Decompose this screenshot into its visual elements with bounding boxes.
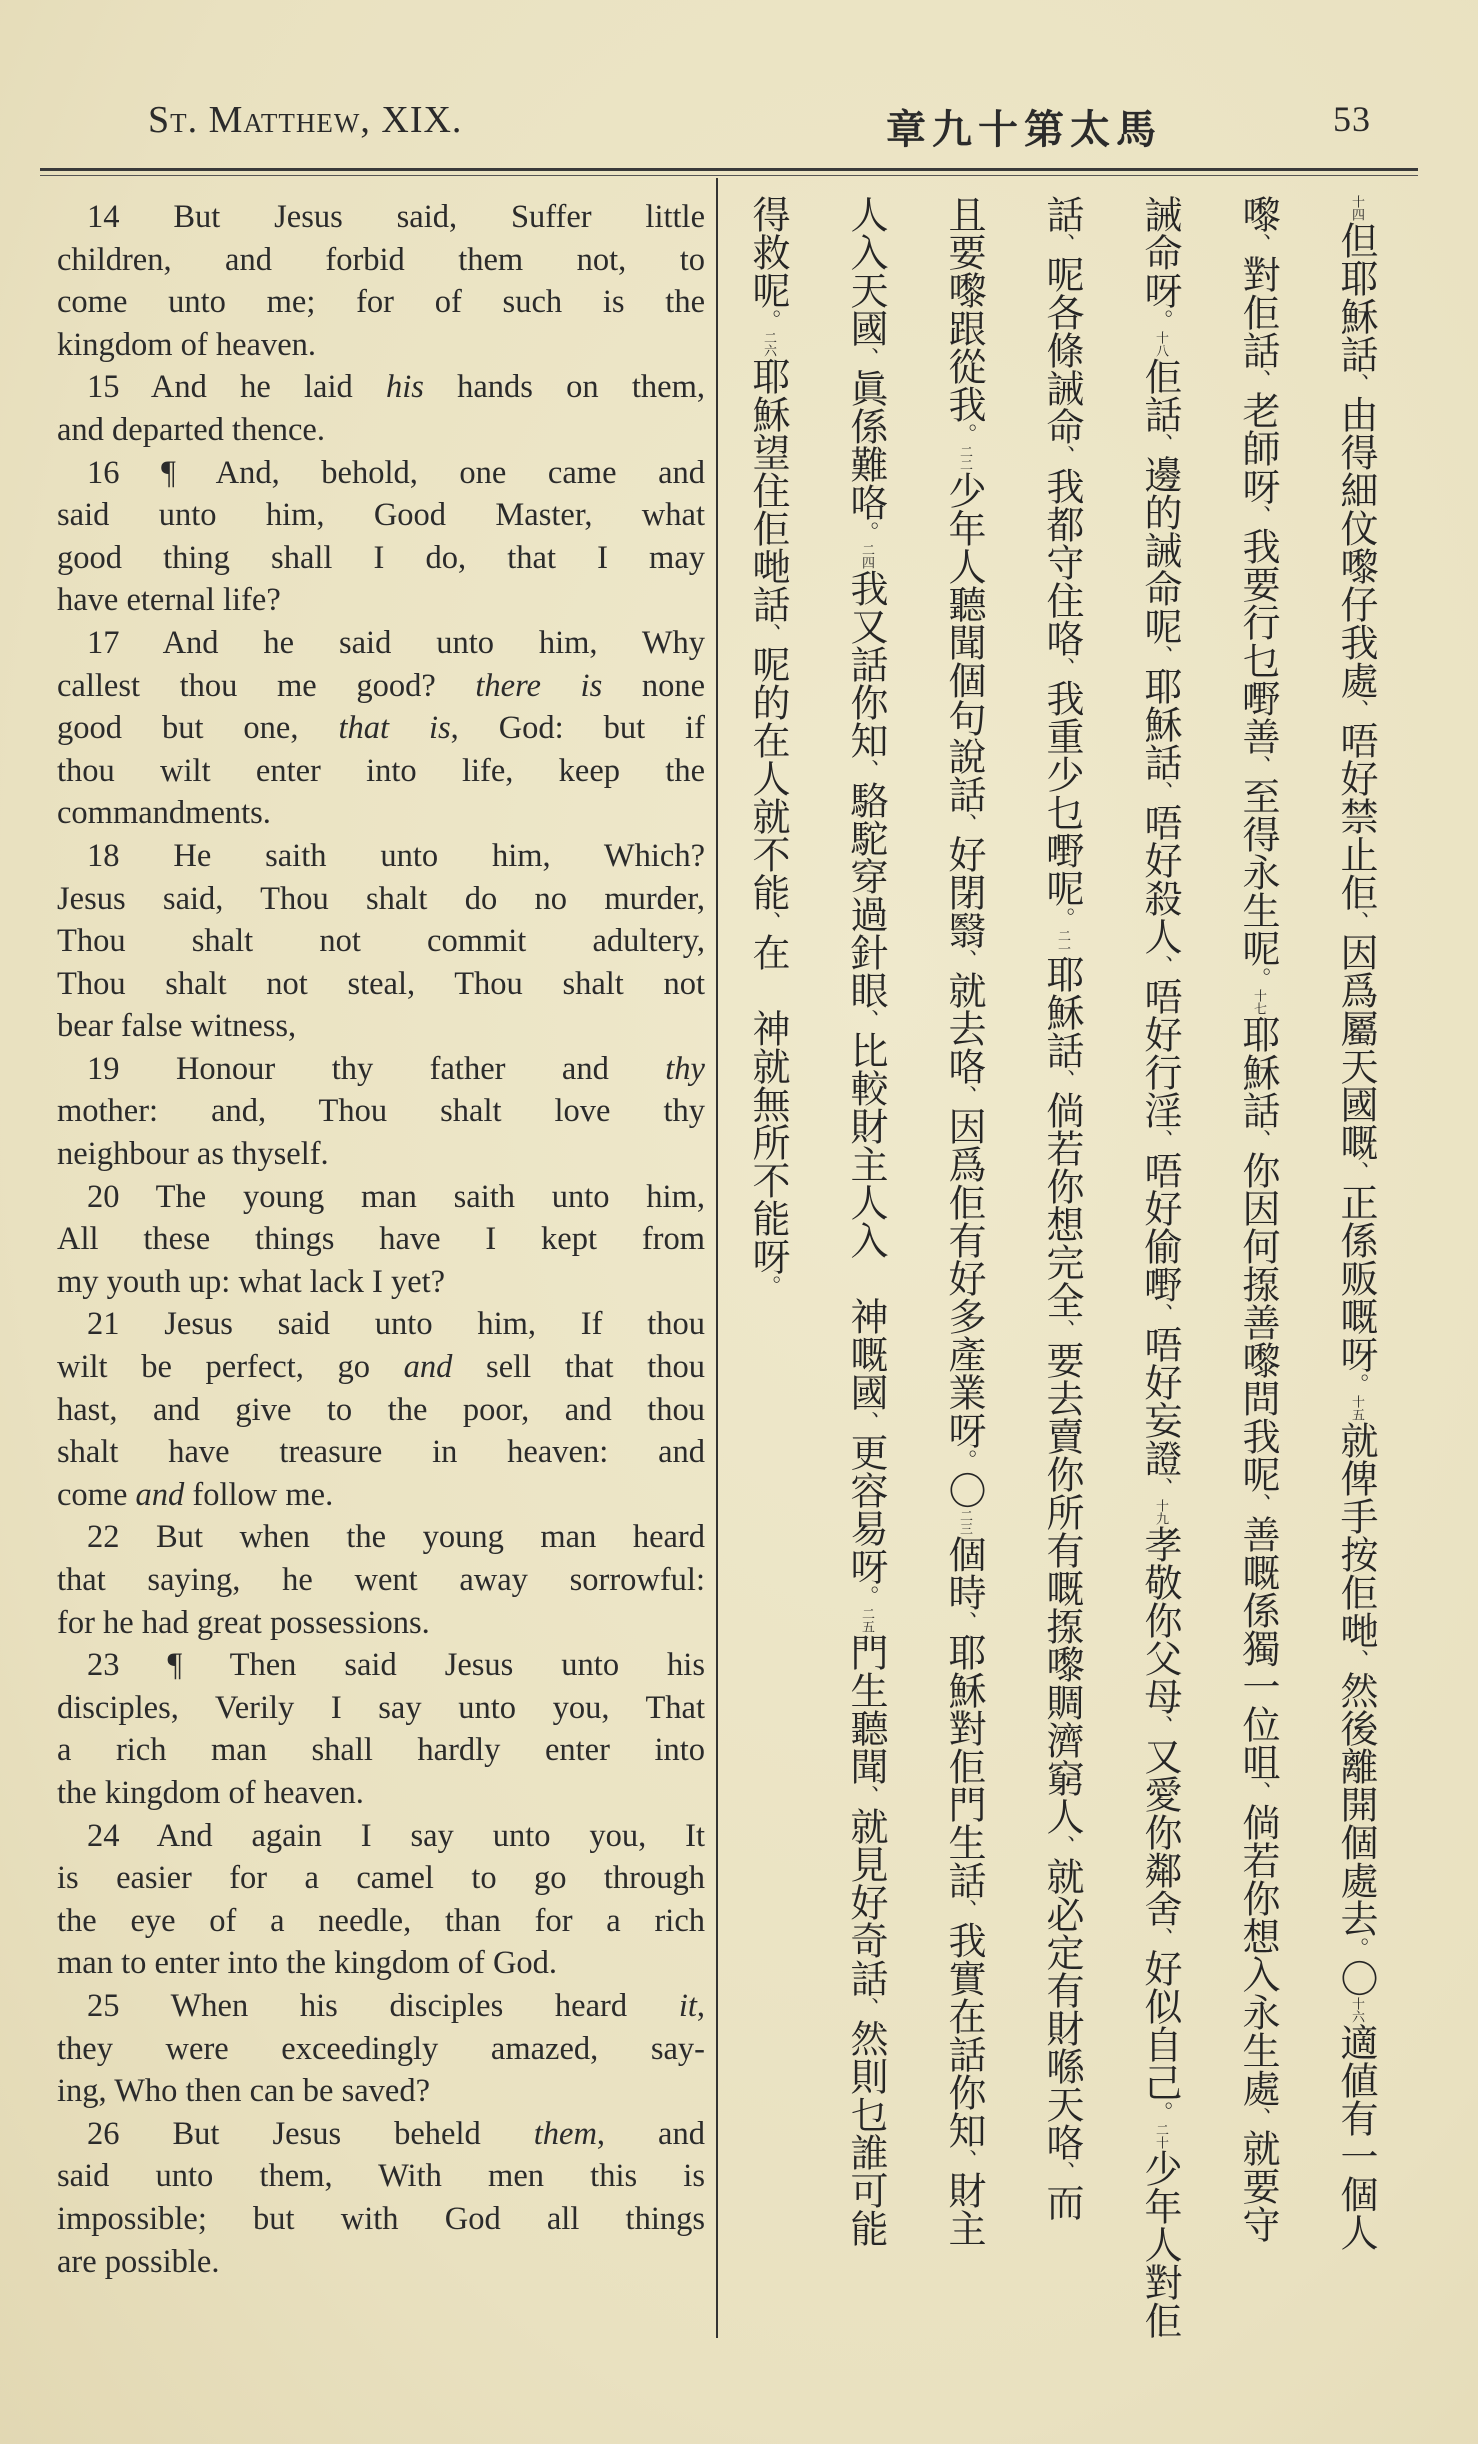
verse-line: All these things have I kept from bbox=[57, 1221, 705, 1258]
punctuation: 、 bbox=[1148, 1927, 1173, 1949]
verse-line: and departed thence. bbox=[57, 411, 325, 448]
punctuation: 、 bbox=[1148, 645, 1173, 667]
verse-line: 16 ¶ And, behold, one came and bbox=[87, 454, 705, 491]
verse-number: 十四 bbox=[1349, 195, 1364, 221]
verse-line: my youth up: what lack I yet? bbox=[57, 1263, 446, 1300]
punctuation: 、 bbox=[1246, 1781, 1271, 1803]
punctuation: 、 bbox=[1148, 433, 1173, 455]
punctuation: 。 bbox=[756, 1275, 781, 1297]
verse-english bbox=[57, 2113, 705, 2283]
verse-number: 十七 bbox=[1251, 989, 1266, 1015]
punctuation: 。 bbox=[1148, 309, 1173, 331]
verse-line: disciples, Verily I say unto you, That bbox=[57, 1689, 705, 1726]
punctuation: 、 bbox=[1050, 233, 1075, 255]
punctuation: 、 bbox=[1148, 1303, 1173, 1325]
punctuation: 、 bbox=[854, 1997, 879, 2019]
punctuation: 、 bbox=[1148, 1129, 1173, 1151]
verse-line: 17 And he said unto him, Why bbox=[87, 624, 705, 661]
verse-line: for he had great possessions. bbox=[57, 1604, 430, 1641]
verse-english bbox=[57, 1048, 705, 1176]
chinese-column: 且要嚟跟從我。二二少年人聽聞個句說話、好閉翳、就去咯、因爲佢有好多產業呀。〇二三個時、耶穌對佢門生話、我實在話你知、財主 bbox=[942, 195, 986, 2247]
punctuation: 、 bbox=[1148, 955, 1173, 977]
verse-line: wilt be perfect, go and sell that thou bbox=[57, 1349, 705, 1386]
verse-line: hast, and give to the poor, and thou bbox=[57, 1391, 705, 1428]
verse-english bbox=[57, 1303, 705, 1516]
verse-number: 二四 bbox=[859, 543, 874, 569]
verse-line: children, and forbid them not, to bbox=[57, 241, 705, 278]
verse-english bbox=[57, 366, 705, 451]
punctuation: 、 bbox=[1148, 1715, 1173, 1737]
verse-english bbox=[57, 622, 705, 835]
verse-english bbox=[57, 196, 705, 366]
verse-line: 19 Honour thy father and thy bbox=[87, 1050, 705, 1087]
verse-number: 二三 bbox=[957, 1509, 972, 1535]
verse-line: the kingdom of heaven. bbox=[57, 1774, 364, 1811]
verse-number: 二二 bbox=[957, 445, 972, 471]
punctuation: 、 bbox=[1246, 1493, 1271, 1515]
running-header-chinese: 章九十第太馬 bbox=[886, 107, 1162, 152]
verse-line: Thou shalt not steal, Thou shalt not bbox=[57, 965, 705, 1002]
verse-line: 14 But Jesus said, Suffer little bbox=[87, 199, 705, 235]
verse-line: they were exceedingly amazed, say- bbox=[57, 2030, 705, 2067]
punctuation: 、 bbox=[1344, 699, 1369, 721]
punctuation: 、 bbox=[1246, 505, 1271, 527]
verse-line: mother: and, Thou shalt love thy bbox=[57, 1093, 705, 1130]
verse-line: said unto them, With men this is bbox=[57, 2158, 705, 2195]
verse-line: Thou shalt not commit adultery, bbox=[57, 923, 705, 960]
punctuation: 、 bbox=[1246, 2107, 1271, 2129]
verse-english bbox=[57, 452, 705, 622]
punctuation: 、 bbox=[952, 949, 977, 971]
punctuation: 、 bbox=[952, 1611, 977, 1633]
verse-english bbox=[57, 1176, 705, 1304]
punctuation: 、 bbox=[952, 813, 977, 835]
verse-line: callest thou me good? there is none bbox=[57, 667, 706, 704]
verse-number: 十五 bbox=[1349, 1395, 1364, 1421]
verse-line: 15 And he laid his hands on them, bbox=[87, 369, 705, 406]
punctuation: 、 bbox=[1344, 911, 1369, 933]
verse-line: 20 The young man saith unto him, bbox=[87, 1178, 705, 1215]
verse-line: 22 But when the young man heard bbox=[87, 1519, 705, 1556]
verse-english bbox=[57, 1815, 705, 1985]
chinese-column: 嚟、對佢話、老師呀、我要行乜嘢善、至得永生呢。十七耶穌話、你因何揼善嚟問我呢、善嘅係獨一位咀、倘若你想入永生處、就要守 bbox=[1236, 195, 1280, 2243]
punctuation: 、 bbox=[1246, 1129, 1271, 1151]
punctuation: 、 bbox=[854, 759, 879, 781]
column-divider bbox=[716, 178, 718, 2338]
verse-line: have eternal life? bbox=[57, 582, 281, 619]
verse-line: good thing shall I do, that I may bbox=[57, 539, 705, 576]
punctuation: 、 bbox=[756, 623, 781, 645]
verse-line: thou wilt enter into life, keep the bbox=[57, 752, 705, 789]
verse-english bbox=[57, 835, 705, 1048]
punctuation: 、 bbox=[1344, 373, 1369, 395]
english-text-column bbox=[57, 196, 705, 2283]
verse-line: 25 When his disciples heard it, bbox=[87, 1987, 705, 2024]
punctuation: 。 bbox=[1050, 907, 1075, 929]
verse-line: the eye of a needle, than for a rich bbox=[57, 1902, 705, 1939]
punctuation: 。 bbox=[1344, 1373, 1369, 1395]
punctuation: 。 bbox=[1148, 2101, 1173, 2123]
verse-number: 二五 bbox=[859, 1607, 874, 1633]
verse-line: come and follow me. bbox=[57, 1476, 334, 1513]
verse-line: are possible. bbox=[57, 2243, 220, 2280]
verse-line: ing, Who then can be saved? bbox=[57, 2073, 431, 2110]
punctuation: 、 bbox=[1050, 1319, 1075, 1341]
verse-line: bear false witness, bbox=[57, 1008, 297, 1045]
punctuation: 、 bbox=[854, 347, 879, 369]
punctuation: 。 bbox=[952, 1449, 977, 1471]
verse-line: 21 Jesus said unto him, If thou bbox=[87, 1306, 705, 1343]
punctuation: 、 bbox=[1148, 1477, 1173, 1499]
verse-line: is easier for a camel to go through bbox=[57, 1860, 705, 1897]
punctuation: 、 bbox=[1050, 1069, 1075, 1091]
punctuation: 、 bbox=[854, 1009, 879, 1031]
header-rule bbox=[40, 168, 1418, 171]
chinese-column: 得救呢。二六耶穌望住佢哋話、呢的在人就不能、在 神就無所不能呀。 bbox=[746, 195, 790, 1297]
verse-english bbox=[57, 1644, 705, 1814]
punctuation: 、 bbox=[1246, 233, 1271, 255]
punctuation: 。 bbox=[1246, 967, 1271, 989]
chinese-column: 人入天國、眞係難咯。二四我又話你知、駱駝穿過針眼、比較財主人入 神嘅國、更容易呀。二五門生聽聞、就見好奇話、然則乜誰可能 bbox=[844, 195, 888, 2247]
punctuation: 、 bbox=[1050, 657, 1075, 679]
verse-line: a rich man shall hardly enter into bbox=[57, 1732, 705, 1769]
verse-line: good but one, that is, God: but if bbox=[57, 710, 705, 747]
verse-line: said unto him, Good Master, what bbox=[57, 497, 705, 534]
punctuation: 。 bbox=[952, 423, 977, 445]
verse-line: kingdom of heaven. bbox=[57, 326, 317, 363]
verse-line: 18 He saith unto him, Which? bbox=[87, 837, 705, 874]
chinese-column: 話、呢各條誡命、我都守住咯、我重少乜嘢呢。二一耶穌話、倘若你想完全、要去賣你所有嘅揼嚟賙濟窮人、就必定有財喺天咯、而 bbox=[1040, 195, 1084, 2221]
verse-line: neighbour as thyself. bbox=[57, 1136, 329, 1173]
chinese-column: 誡命呀。十八佢話、邊的誡命呢、耶穌話、唔好殺人、唔好行淫、唔好偷嘢、唔好妄證、十九孝敬你父母、又愛你鄰舍、好似自己。二十少年人對佢 bbox=[1138, 195, 1182, 2339]
verse-number: 二一 bbox=[1055, 929, 1070, 955]
punctuation: 、 bbox=[1148, 781, 1173, 803]
verse-line: 26 But Jesus beheld them, and bbox=[87, 2115, 705, 2152]
verse-line: come unto me; for of such is the bbox=[57, 284, 705, 321]
punctuation: 、 bbox=[952, 1899, 977, 1921]
verse-line: 23 ¶ Then said Jesus unto his bbox=[87, 1647, 705, 1684]
page-number: 53 bbox=[1333, 99, 1371, 139]
verse-line: shalt have treasure in heaven: and bbox=[57, 1434, 705, 1471]
punctuation: 、 bbox=[1050, 2161, 1075, 2183]
punctuation: 、 bbox=[1246, 369, 1271, 391]
verse-number: 二六 bbox=[761, 331, 776, 357]
punctuation: 、 bbox=[952, 2149, 977, 2171]
header-rule-thin bbox=[40, 175, 1418, 176]
chinese-text-columns bbox=[719, 195, 1405, 2339]
punctuation: 、 bbox=[854, 1785, 879, 1807]
punctuation: 、 bbox=[756, 911, 781, 933]
punctuation: 、 bbox=[1344, 1161, 1369, 1183]
verse-line: 24 And again I say unto you, It bbox=[87, 1817, 705, 1854]
punctuation: 、 bbox=[854, 1411, 879, 1433]
verse-line: Jesus said, Thou shalt do no murder, bbox=[57, 880, 705, 917]
punctuation: 。 bbox=[1344, 1937, 1369, 1959]
punctuation: 。 bbox=[854, 1585, 879, 1607]
verse-line: man to enter into the kingdom of God. bbox=[57, 1945, 558, 1982]
verse-number: 十六 bbox=[1349, 1997, 1364, 2023]
running-header-english: St. Matthew, XIX. bbox=[148, 99, 463, 141]
verse-number: 十八 bbox=[1153, 331, 1168, 357]
verse-english bbox=[57, 1516, 705, 1644]
punctuation: 、 bbox=[952, 1085, 977, 1107]
punctuation: 、 bbox=[1050, 1835, 1075, 1857]
chinese-column: 十四但耶穌話、由得細伩嚟仔我處、唔好禁止佢、因爲屬天國嘅、正係贩嘅呀。十五就俾手按佢哋、然後離開個處去。〇十六適値有一個人 bbox=[1334, 195, 1378, 2251]
verse-line: impossible; but with God all things bbox=[57, 2200, 705, 2237]
punctuation: 、 bbox=[1050, 445, 1075, 467]
punctuation: 、 bbox=[1246, 755, 1271, 777]
punctuation: 。 bbox=[854, 521, 879, 543]
verse-english bbox=[57, 1985, 705, 2113]
punctuation: 、 bbox=[1344, 1649, 1369, 1671]
verse-number: 二十 bbox=[1153, 2123, 1168, 2149]
verse-number: 十九 bbox=[1153, 1499, 1168, 1525]
punctuation: 。 bbox=[756, 309, 781, 331]
verse-line: that saying, he went away sorrowful: bbox=[57, 1562, 705, 1598]
verse-line: commandments. bbox=[57, 795, 271, 832]
